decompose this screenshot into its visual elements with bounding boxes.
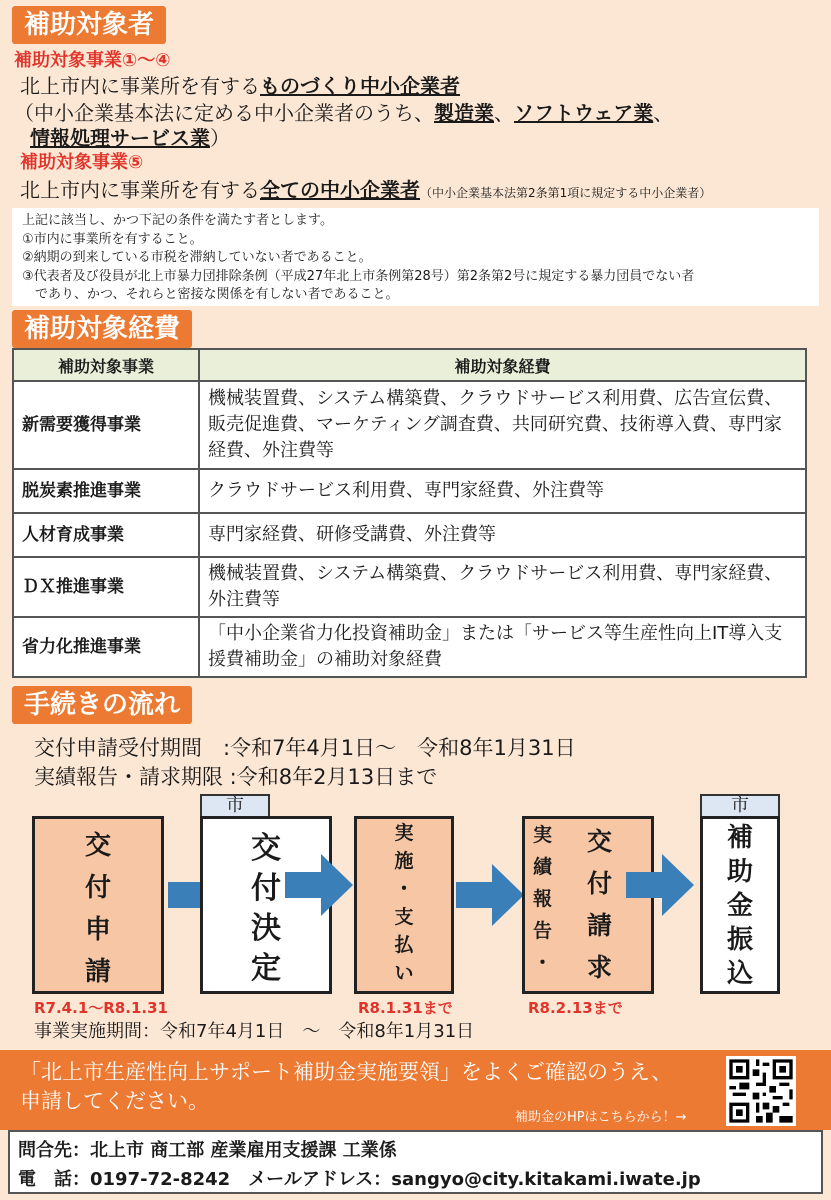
- step-char: 付: [251, 871, 281, 906]
- section-title-costs: 補助対象経費: [12, 310, 192, 348]
- column-header: 補助対象経費: [199, 349, 806, 381]
- table-row: [13, 381, 806, 469]
- step-char: 施: [394, 850, 414, 872]
- notice-banner: [0, 1050, 831, 1130]
- step-char: い: [394, 962, 414, 984]
- table-row: [13, 617, 806, 677]
- step-char: 補: [726, 823, 753, 853]
- step-char: 定: [251, 951, 281, 986]
- step-char: 請: [587, 911, 613, 940]
- step-char: 交: [251, 831, 281, 866]
- deadline-report: R8.2.13まで: [528, 999, 623, 1017]
- note-text: （中小企業基本法第2条第1項に規定する中小企業者）: [420, 186, 712, 200]
- project-cost: 機械装置費、システム構築費、クラウドサービス利用費、専門家経費、外注費等: [199, 557, 806, 617]
- deadline-application: R7.4.1～R8.1.31: [34, 999, 168, 1017]
- notice-line: 申請してください。: [20, 1089, 209, 1113]
- emphasis-text: 情報処理サービス業: [30, 126, 210, 150]
- deadline-implementation: R8.1.31まで: [358, 999, 453, 1017]
- step-char: 報: [533, 888, 553, 910]
- text: 、: [653, 101, 674, 125]
- text: （中小企業基本法に定める中小企業者のうち、: [14, 101, 434, 125]
- table-row: [13, 513, 806, 557]
- emphasis-text: ソフトウェア業: [514, 101, 654, 125]
- eligible-line-4: [20, 174, 711, 203]
- text: 北上市内に事業所を有する: [20, 74, 260, 98]
- step-char: 実: [394, 822, 414, 844]
- emphasis-text: 全ての中小企業者: [260, 178, 420, 202]
- project-name: 省力化推進事業: [13, 617, 199, 677]
- project-cost: 専門家経費、研修受講費、外注費等: [199, 513, 806, 557]
- step-char: 交: [587, 827, 613, 856]
- project-cost: 「中小企業省力化投資補助金」または「サービス等生産性向上IT導入支援費補助金」の補助対象経費: [199, 617, 806, 677]
- contact-box: [8, 1130, 823, 1194]
- step-char: 払: [394, 934, 414, 956]
- step-implementation: [354, 816, 454, 994]
- project-cost: 機械装置費、システム構築費、クラウドサービス利用費、広告宣伝費、販売促進費、マーケティング調査費、共同研究費、技術導入費、専門家経費、外注費等: [199, 381, 806, 469]
- step-char: 告: [533, 920, 553, 942]
- report-deadline: 実績報告・請求期限 :令和8年2月13日まで: [34, 765, 438, 789]
- project-name: 脱炭素推進事業: [13, 469, 199, 513]
- hp-link[interactable]: 補助金のHPはこちらから！→: [515, 1110, 687, 1125]
- qr-code-icon[interactable]: [726, 1056, 796, 1126]
- emphasis-text: 製造業: [434, 101, 494, 125]
- step-char: 込: [726, 959, 753, 989]
- condition-line: であり、かつ、それらと密接な関係を有しない者であること。: [22, 287, 399, 302]
- step-char: 交: [84, 831, 111, 861]
- city-tab: 市: [700, 794, 780, 816]
- step-char: 金: [726, 891, 753, 921]
- notice-line: 「北上市生産性向上サポート補助金実施要領」をよくご確認のうえ、: [20, 1060, 673, 1084]
- flow-arrow-icon: [626, 850, 696, 920]
- step-char: 付: [84, 873, 111, 903]
- step-char: 振: [726, 925, 753, 955]
- project-name: ＤＸ推進事業: [13, 557, 199, 617]
- section-title-eligible: 補助対象者: [12, 6, 166, 44]
- project-name: 人材育成事業: [13, 513, 199, 557]
- step-char: 付: [587, 869, 613, 898]
- flow-arrow-icon: [285, 850, 355, 920]
- table-row: [13, 557, 806, 617]
- contact-phone-email[interactable]: 電 話：0197-72-8242 メールアドレス：sangyo@city.kitakami.iwate.jp: [18, 1169, 701, 1190]
- condition-line: ③代表者及び役員が北上市暴力団排除条例（平成27年北上市条例第28号）第2条第2号に規定する暴力団員でない者: [22, 268, 695, 284]
- project-name: 新需要獲得事業: [13, 381, 199, 469]
- step-char: 決: [251, 911, 281, 946]
- text: 北上市内に事業所を有する: [20, 178, 260, 202]
- step-char: ・: [533, 952, 553, 974]
- table-header-row: [13, 349, 806, 381]
- text: ）: [210, 126, 230, 150]
- step-char: 求: [587, 953, 613, 982]
- eligible-line-1: [20, 70, 460, 99]
- section-title-flow: 手続きの流れ: [12, 686, 192, 724]
- emphasis-text: ものづくり中小企業者: [260, 74, 460, 98]
- implementation-period: 事業実施期間：令和7年4月1日 ～ 令和8年1月31日: [34, 1021, 475, 1042]
- subheading-project-5: 補助対象事業⑤: [20, 152, 144, 173]
- eligible-line-3: [30, 122, 230, 151]
- flow-arrow-icon: [456, 860, 526, 930]
- table-row: [13, 469, 806, 513]
- project-cost: クラウドサービス利用費、専門家経費、外注費等: [199, 469, 806, 513]
- column-header: 補助対象事業: [13, 349, 199, 381]
- step-payment: [700, 816, 780, 994]
- step-char: 助: [726, 857, 753, 887]
- step-char: 支: [394, 906, 414, 928]
- step-char: 績: [533, 856, 553, 878]
- text: 、: [494, 101, 514, 125]
- condition-line: ①市内に事業所を有すること。: [22, 231, 203, 247]
- application-period: 交付申請受付期間 :令和7年4月1日～ 令和8年1月31日: [34, 736, 576, 760]
- cost-table: [12, 348, 807, 678]
- step-char: 申: [84, 915, 111, 945]
- step-char: 請: [84, 957, 111, 987]
- condition-line: ②納期の到来している市税を滞納していない者であること。: [22, 250, 372, 265]
- city-tab: 市: [200, 794, 270, 816]
- conditions-box: [12, 208, 819, 306]
- step-application: [32, 816, 164, 994]
- subheading-projects-1-4: 補助対象事業①～④: [14, 50, 171, 71]
- step-char: ・: [394, 878, 414, 900]
- step-char: 実: [533, 824, 553, 846]
- condition-line: 上記に該当し、かつ下記の条件を満たす者とします。: [22, 213, 333, 228]
- contact-department: 問合先：北上市 商工部 産業雇用支援課 工業係: [18, 1140, 397, 1161]
